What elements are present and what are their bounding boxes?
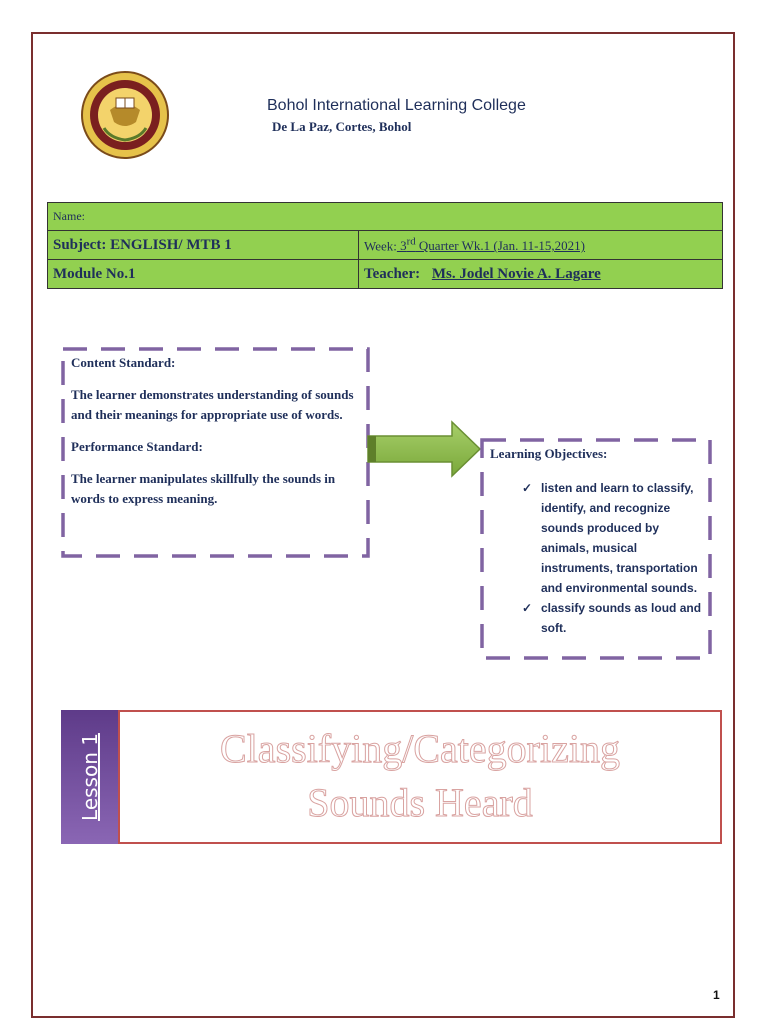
subject-cell: Subject: ENGLISH/ MTB 1 <box>48 231 359 260</box>
checkmark-icon: ✓ <box>522 601 533 615</box>
page-number: 1 <box>713 988 720 1002</box>
school-address: De La Paz, Cortes, Bohol <box>272 119 412 134</box>
week-cell <box>359 231 723 260</box>
module-cell: Module No.1 <box>48 260 359 289</box>
teacher-cell <box>359 260 723 289</box>
content-standard-text: The learner demonstrates understanding of sounds and their meanings for appropriate use of words. <box>71 387 354 422</box>
content-standard-label: Content Standard: <box>71 355 176 370</box>
lesson-title <box>118 722 722 830</box>
school-name: Bohol International Learning College <box>267 97 526 114</box>
performance-standard-text: The learner manipulates skillfully the sounds in words to express meaning. <box>71 471 336 506</box>
objectives-list <box>522 478 702 638</box>
performance-standard-label: Performance Standard: <box>71 439 203 454</box>
objective-item: ✓ classify sounds as loud and soft. <box>522 598 702 638</box>
content-standard-panel <box>71 353 361 521</box>
module-info-table <box>47 202 723 289</box>
week-value: 3rd Quarter Wk.1 (Jan. 11-15,2021) <box>396 235 585 254</box>
checkmark-icon: ✓ <box>522 481 533 495</box>
week-label: Week: <box>364 238 397 254</box>
right-arrow-icon <box>366 420 482 478</box>
lesson-title-line-1: Classifying/Categorizing <box>220 726 620 771</box>
lesson-title-line-2: Sounds Heard <box>307 780 533 825</box>
learning-objectives-title: Learning Objectives: <box>490 446 608 461</box>
teacher-name: Ms. Jodel Novie A. Lagare <box>431 265 601 282</box>
objective-item: ✓ listen and learn to classify, identify, and recognize sounds produced by animals, musical instruments, transportation and environmental sounds. <box>522 478 702 598</box>
school-seal-icon <box>80 70 170 160</box>
lesson-label: Lesson 1 <box>77 733 102 821</box>
name-field: Name: <box>48 203 723 231</box>
teacher-label: Teacher: <box>364 265 421 282</box>
